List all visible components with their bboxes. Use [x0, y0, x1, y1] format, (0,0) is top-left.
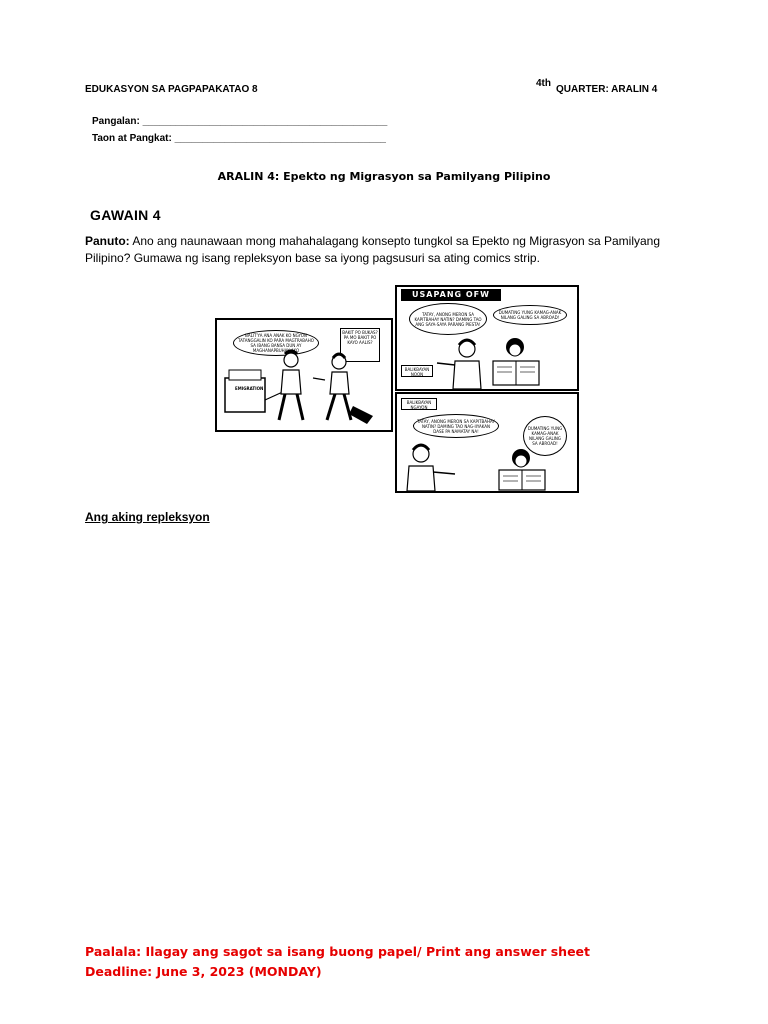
comic-banner: USAPANG OFW [401, 289, 501, 301]
instruction-label: Panuto: [85, 234, 130, 248]
panel2-caption: BALIKBAYAN NOON [401, 365, 433, 377]
comic-panel-3 [395, 392, 579, 493]
quarter-header: QUARTER: ARALIN 4 [556, 84, 658, 95]
reflection-label: Ang aking repleksyon [85, 510, 210, 524]
instruction-paragraph [85, 233, 705, 267]
panel2-speech-bubble-right: DUMATING YUNG KAMAG-ANAK NILANG GALING SA ABROAD! [493, 305, 567, 325]
subject-header: EDUKASYON SA PAGPAPAKATAO 8 [85, 84, 258, 95]
quarter-superscript: 4th [536, 78, 551, 89]
panel1-speech-bubble-right: BAKIT PO BUKAS? PA MO BAKIT PO KAYO AALIS? [340, 328, 380, 362]
activity-heading: GAWAIN 4 [90, 207, 161, 223]
panel3-speech-bubble-left: TATAY, ANONG MERON SA KAPITBAHAY NATIN? DAMING TAO NAG-IIYAKAN DASE PA NAMATAY NA! [413, 414, 499, 438]
deadline-line: Deadline: June 3, 2023 (MONDAY) [85, 964, 322, 979]
panel2-speech-bubble-left: TATAY, ANONG MERON SA KAPITBAHAY NATIN? DAMING TAO ANG SAYA-SAYA PARANG PIESTA! [409, 303, 487, 335]
reminder-line-1: Paalala: Ilagay ang sagot sa isang buong papel/ Print ang answer sheet [85, 944, 591, 959]
panel2-illustration [397, 287, 577, 389]
section-field[interactable]: Taon at Pangkat: ______________________________________ [92, 133, 386, 144]
name-field[interactable]: Pangalan: ____________________________________________ [92, 116, 388, 127]
panel3-caption: BALIKBAYAN NGAYON [401, 398, 437, 410]
panel1-speech-bubble-left: BALIT'YA ANA ANAK KO NGYON TATANGGALIN KO PARA MAGTRABAHO SA IBANG BANSA DUN AY MAGHANAPBUHAY AKO [233, 330, 319, 356]
panel3-speech-bubble-right: DUMATING YUNG KAMAG-ANAK NILANG GALING SA ABROAD! [523, 416, 567, 456]
lesson-title: ARALIN 4: Epekto ng Migrasyon sa Pamilyang Pilipino [217, 170, 551, 183]
instruction-text: Ano ang naunawaan mong mahahalagang konsepto tungkol sa Epekto ng Migrasyon sa Pamilyang Pilipino? Gumawa ng isang repleksyon base sa iyong pagsusuri sa ating comics strip. [85, 234, 661, 265]
panel1-sign: EMIGRATION [235, 386, 264, 391]
comic-strip [208, 278, 586, 494]
panel1-illustration [217, 320, 391, 430]
comic-panel-2 [395, 285, 579, 391]
comic-panel-1 [215, 318, 393, 432]
panel3-illustration [397, 394, 577, 491]
